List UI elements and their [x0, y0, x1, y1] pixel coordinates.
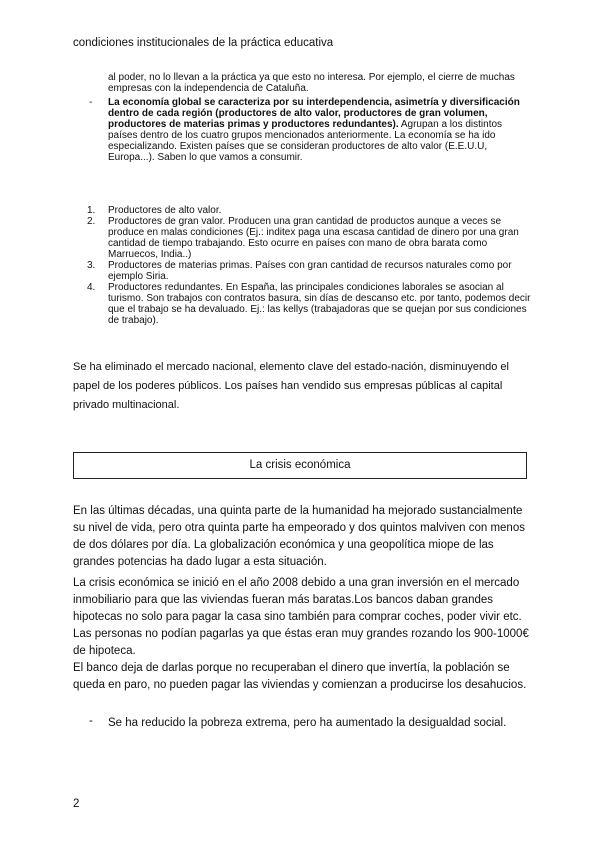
list-item-text: Productores de materias primas. Países con gran cantidad de recursos naturales como por ejemplo Siria.: [108, 260, 512, 282]
list-item-text: Productores redundantes. En España, las principales condiciones laborales se asocian al turismo. Son trabajos con contratos basura, sin días de descanso etc. por tanto, podemos decir que el trabajo se ha devaluado. Ej.: las kellys (trabajadoras que se quejan por sus condiciones de trabajo).: [108, 282, 531, 326]
list-number: 4.: [87, 282, 96, 293]
section-title-box: [73, 452, 527, 479]
bullet-pobreza: Se ha reducido la pobreza extrema, pero ha aumentado la desigualdad social.: [108, 717, 507, 729]
bullet-bold-text: La economía global se caracteriza por su interdependencia, asimetría y diversificación dentro de cada región (productores de alto valor, productores de gran volumen, productores de materias primas y productores redundantes).: [108, 97, 520, 130]
paragraph-decadas: En las últimas décadas, una quinta parte de la humanidad ha mejorado sustancialmente su nivel de vida, pero otra quinta parte ha empeorado y dos quintos malviven con menos de dos dólares por día. La globalización económica y una geopolítica miope de las grandes potencias ha dado lugar a esta situación.: [73, 505, 525, 568]
section-title: La crisis económica: [249, 459, 351, 471]
paragraph-crisis-2008: La crisis económica se inició en el año 2008 debido a una gran inversión en el mercado inmobiliario para que las viviendas fueran más baratas.Los bancos daban grandes hipotecas no solo para pagar la casa sino también para comprar coches, poder vivir etc. Las personas no podían pagarlas ya que éstas eran muy grandes rozando los 900-1000€ de hipoteca.: [73, 577, 529, 657]
list-number: 2.: [87, 216, 96, 227]
list-item: [87, 216, 531, 260]
list-item: [87, 282, 531, 326]
bullet-normal-text: Agrupan a los distintos países dentro de los cuatro grupos mencionados anteriormente. La economía se ha ido especializando. Existen países que se consideran productores de alto valor (E.E.U.U, Europa...). Saben lo que vamos a consumir.: [108, 119, 503, 163]
bullet-economia-global: [108, 97, 530, 163]
list-number: 3.: [87, 260, 96, 271]
list-item: [87, 205, 531, 216]
list-number: 1.: [87, 205, 96, 216]
page-header: condiciones institucionales de la práctica educativa: [73, 37, 334, 49]
list-item-text: Productores de gran valor. Producen una gran cantidad de productos aunque a veces se produce en malas condiciones (Ej.: inditex paga una escasa cantidad de dinero por una gran cantidad de tiempo trabajando. Esto ocurre en países con mano de obra barata como Marruecos, India..): [108, 216, 519, 260]
mercado-paragraph: Se ha eliminado el mercado nacional, elemento clave del estado-nación, disminuyendo el papel de los poderes públicos. Los países han vendido sus empresas públicas al capital privado multinacional.: [73, 361, 509, 411]
continuation-text: al poder, no lo llevan a la práctica ya que esto no interesa. Por ejemplo, el cierre de muchas empresas con la independencia de Cataluña.: [108, 72, 515, 94]
list-item-text: Productores de alto valor.: [108, 205, 222, 216]
bullet-marker: -: [89, 715, 93, 727]
list-item: [87, 260, 531, 282]
bullet-marker: -: [89, 97, 93, 108]
page-number: 2: [73, 798, 80, 810]
producers-list: [87, 205, 531, 326]
paragraph-banco: El banco deja de darlas porque no recuperaban el dinero que invertía, la población se queda en paro, no pueden pagar las viviendas y comienzan a producirse los desahucios.: [73, 662, 527, 691]
